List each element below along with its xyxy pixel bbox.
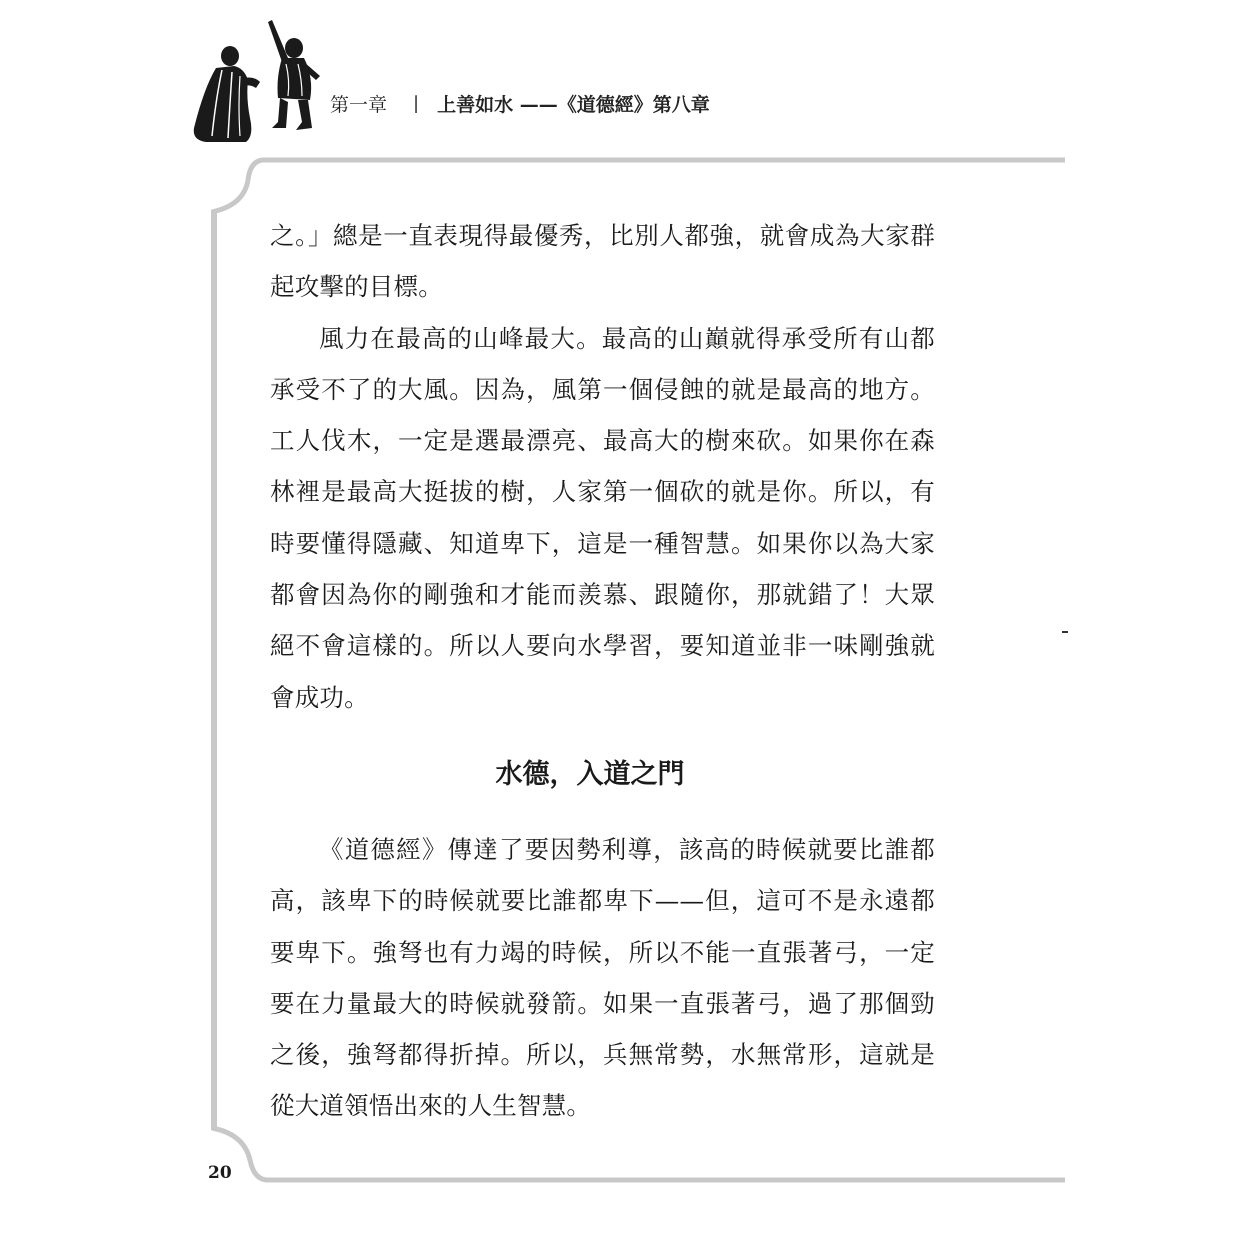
paragraph: 風力在最高的山峰最大。最高的山巔就得承受所有山都承受不了的大風。因為，風第一個侵蝕的就是最高的地方。工人伐木，一定是選最漂亮、最高大的樹來砍。如果你在森林裡是最高大挺拔的樹，人家第一個砍的就是你。所以，有時要懂得隱藏、知道卑下，這是一種智慧。如果你以為大家都會因為你的剛強和才能而羨慕、跟隨你，那就錯了！大眾絕不會這樣的。所以人要向水學習，要知道並非一味剛強就會成功。: [270, 323, 935, 712]
section-body-text: [270, 824, 935, 1132]
running-header: [330, 90, 710, 117]
sage-figures-icon: [186, 18, 336, 148]
body-text: [270, 210, 935, 723]
paragraph: 之。」總是一直表現得最優秀，比別人都強，就會成為大家群起攻擊的目標。: [270, 221, 935, 302]
chapter-number: 第一章: [330, 94, 388, 116]
header-separator: |: [413, 93, 420, 114]
page-number: 20: [208, 1163, 232, 1183]
chapter-title: 上善如水 ——《道德經》第八章: [437, 94, 710, 116]
margin-mark: [1062, 631, 1068, 633]
section-heading: 水德，入道之門: [495, 759, 685, 790]
paragraph: 《道德經》傳達了要因勢利導，該高的時候就要比誰都高，該卑下的時候就要比誰都卑下——但，這可不是永遠都要卑下。強弩也有力竭的時候，所以不能一直張著弓，一定要在力量最大的時候就發箭。如果一直張著弓，過了那個勁之後，強弩都得折掉。所以，兵無常勢，水無常形，這就是從大道領悟出來的人生智慧。: [270, 835, 935, 1121]
